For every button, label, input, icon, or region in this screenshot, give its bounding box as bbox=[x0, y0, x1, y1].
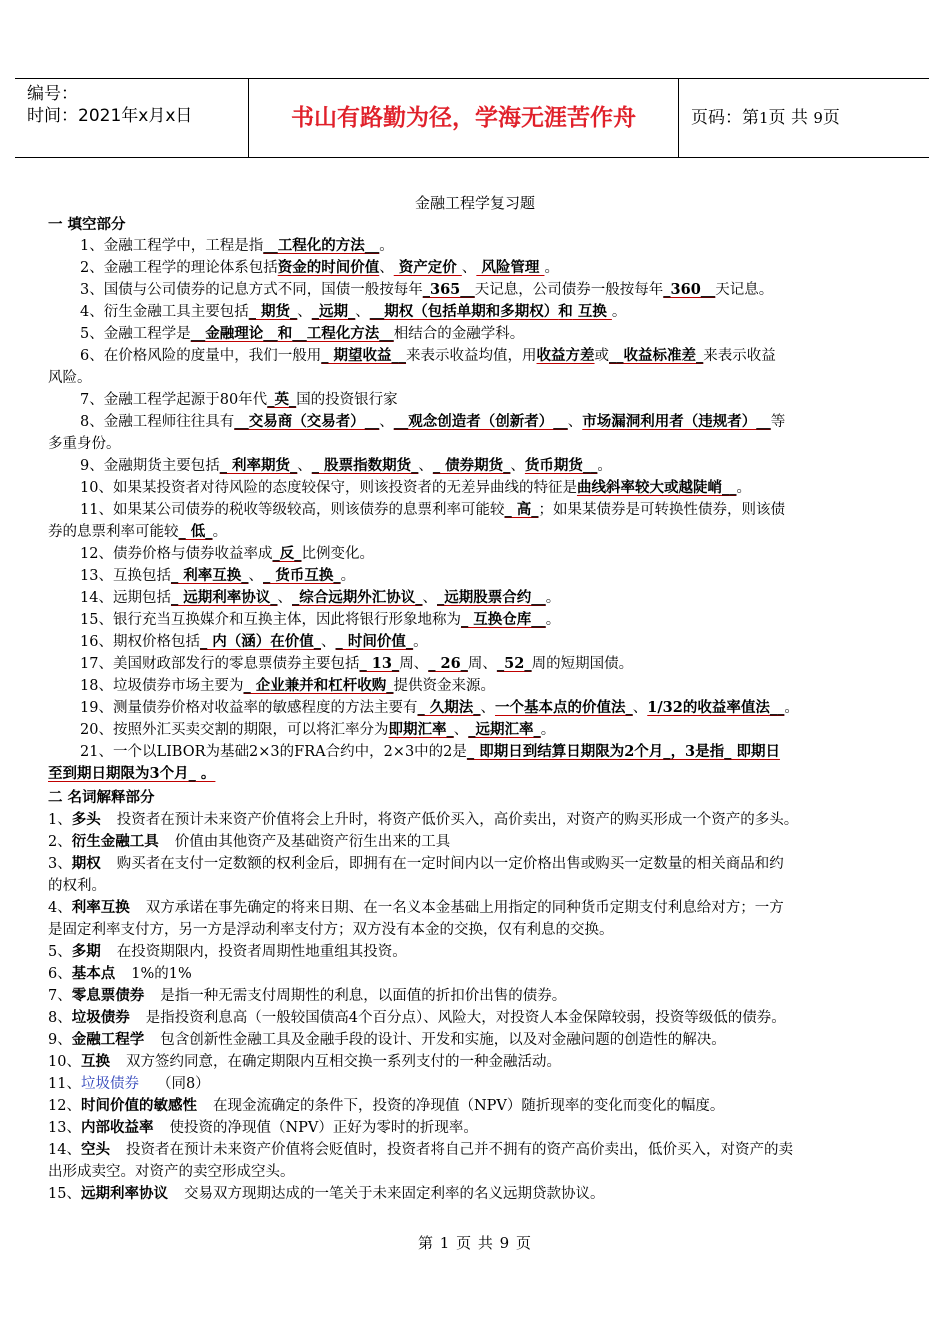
term-item bbox=[48, 1008, 903, 1028]
term-number: 6、 bbox=[48, 966, 72, 982]
page-prefix: 页码：第 bbox=[691, 108, 759, 128]
term-item bbox=[48, 986, 903, 1006]
term-item bbox=[48, 1096, 903, 1116]
term-number: 8、 bbox=[48, 1010, 72, 1026]
term-definition: 在投资期限内，投资者周期性地重组其投资。 bbox=[116, 944, 407, 960]
term-name: 垃圾债券 bbox=[71, 1010, 130, 1026]
term-number: 4、 bbox=[48, 900, 72, 916]
term-definition: 包含创新性金融工具及金融手段的设计、开发和实施，以及对金融问题的创造性的解决。 bbox=[160, 1032, 726, 1048]
term-name: 衍生金融工具 bbox=[71, 834, 159, 850]
term-name: 利率互换 bbox=[71, 900, 130, 916]
term-name: 空头 bbox=[80, 1142, 110, 1158]
question-3: 3、国债与公司债券的记息方式不同，国债一般按每年_365__天记息，公司债券一般按每年_360__天记息。 bbox=[80, 281, 774, 298]
question-7: 7、金融工程学起源于80年代_英_国的投资银行家 bbox=[80, 391, 398, 408]
term-definition: 投资者在预计未来资产价值将会上升时，将资产低价买入，高价卖出，对资产的购买形成一个资产的多头。 bbox=[116, 812, 799, 828]
question-8: 8、金融工程师往往具有__交易商（交易者）__、__观念创造者（创新者）__、市场漏洞利用者（违规者）__等 bbox=[80, 413, 786, 430]
term-name: 时间价值的敏感性 bbox=[80, 1098, 197, 1114]
doc-number-label: 编号： bbox=[27, 84, 78, 104]
term-definition: 购买者在支付一定数额的权利金后，即拥有在一定时间内以一定价格出售或购买一定数量的相关商品和约 bbox=[116, 856, 784, 872]
term-item bbox=[48, 1140, 903, 1160]
term-item bbox=[48, 1030, 903, 1050]
term-number: 2、 bbox=[48, 834, 72, 850]
question-14: 14、远期包括_ 远期利率协议_、_综合远期外汇协议_、_远期股票合约__。 bbox=[80, 589, 561, 606]
page-footer: 第 1 页 共 9 页 bbox=[418, 1234, 532, 1252]
question-8-cont: 多重身份。 bbox=[48, 436, 121, 452]
term-number: 3、 bbox=[48, 856, 72, 872]
question-17: 17、美国财政部发行的零息票债券主要包括_ 13_周、_ 26_周、_52_周的短期国债。 bbox=[80, 655, 634, 672]
question-1: 1、金融工程学中，工程是指__工程化的方法__。 bbox=[80, 237, 394, 254]
term-definition-cont: 出形成卖空。对资产的卖空形成空头。 bbox=[48, 1164, 295, 1180]
term-name: 多期 bbox=[71, 944, 101, 960]
term-definition: 是指一种无需支付周期性的利息，以面值的折扣价出售的债券。 bbox=[160, 988, 567, 1004]
term-item bbox=[48, 810, 903, 830]
term-name: 期权 bbox=[71, 856, 101, 872]
term-item bbox=[48, 1118, 903, 1138]
term-number: 7、 bbox=[48, 988, 72, 1004]
term-number: 12、 bbox=[48, 1098, 81, 1114]
question-12: 12、债券价格与债券收益率成_反_比例变化。 bbox=[80, 545, 374, 562]
page-header bbox=[15, 78, 929, 158]
question-5: 5、金融工程学是__金融理论__和__工程化方法__相结合的金融学科。 bbox=[80, 325, 525, 342]
term-item bbox=[48, 1052, 903, 1072]
page-total: 9 bbox=[813, 109, 823, 127]
question-19: 19、测量债券价格对收益率的敏感程度的方法主要有_ 久期法_、一个基本点的价值法_、1/32的收益率值法__。 bbox=[80, 699, 799, 716]
document-title: 金融工程学复习题 bbox=[414, 194, 535, 212]
header-meta bbox=[15, 79, 249, 157]
term-definition: 双方承诺在事先确定的将来日期、在一名义本金基础上用指定的同种货币定期支付利息给对方；一方 bbox=[145, 900, 784, 916]
section-heading-terms: 二 名词解释部分 bbox=[48, 790, 155, 806]
page-mid: 页 共 bbox=[768, 108, 808, 128]
term-name: 基本点 bbox=[71, 966, 116, 982]
term-number: 14、 bbox=[48, 1142, 81, 1158]
term-number: 15、 bbox=[48, 1186, 81, 1202]
term-number: 13、 bbox=[48, 1120, 81, 1136]
term-name: 多头 bbox=[71, 812, 101, 828]
question-10: 10、如果某投资者对待风险的态度较保守，则该投资者的无差异曲线的特征是曲线斜率较大或越陡峭__。 bbox=[80, 479, 751, 496]
question-18: 18、垃圾债券市场主要为_ 企业兼并和杠杆收购_提供资金来源。 bbox=[80, 677, 496, 694]
term-definition: 投资者在预计未来资产价值将会贬值时，投资者将自己并不拥有的资产高价卖出，低价买入，对资产的卖 bbox=[125, 1142, 793, 1158]
term-item bbox=[48, 832, 903, 852]
doc-date: 时间：2021年x月x日 bbox=[27, 106, 193, 126]
question-21-cont: 至到期日期限为3个月_ 。 bbox=[48, 765, 216, 782]
term-number: 10、 bbox=[48, 1054, 81, 1070]
term-definition: 在现金流确定的条件下，投资的净现值（NPV）随折现率的变化而变化的幅度。 bbox=[212, 1098, 725, 1114]
term-definition: 1%的1% bbox=[131, 966, 192, 982]
term-name: 互换 bbox=[80, 1054, 110, 1070]
term-definition-cont: 是固定利率支付方，另一方是浮动利率支付方；双方没有本金的交换，仅有利息的交换。 bbox=[48, 922, 614, 938]
question-13: 13、互换包括_ 利率互换_、_ 货币互换_。 bbox=[80, 567, 356, 584]
term-definition: （同8） bbox=[156, 1076, 210, 1092]
question-11-cont: 券的息票利率可能较_ 低_。 bbox=[48, 523, 228, 540]
section-heading-fill: 一 填空部分 bbox=[48, 217, 126, 233]
term-item bbox=[48, 1074, 903, 1094]
term-item bbox=[48, 898, 903, 918]
term-definition-cont: 的权利。 bbox=[48, 878, 106, 894]
term-item bbox=[48, 942, 903, 962]
term-number: 5、 bbox=[48, 944, 72, 960]
question-16: 16、期权价格包括_ 内（涵）在价值_、_ 时间价值_。 bbox=[80, 633, 428, 650]
term-name: 远期利率协议 bbox=[80, 1186, 168, 1202]
question-2: 2、金融工程学的理论体系包括资金的时间价值、 资产定价 、 风险管理 。 bbox=[80, 259, 559, 276]
term-link[interactable]: 垃圾债券 bbox=[80, 1076, 139, 1092]
term-name: 金融工程学 bbox=[71, 1032, 145, 1048]
term-number: 1、 bbox=[48, 812, 72, 828]
question-6: 6、在价格风险的度量中，我们一般用_ 期望收益__来表示收益均值，用收益方差或__收益标准差_来表示收益 bbox=[80, 347, 776, 364]
term-item bbox=[48, 964, 903, 984]
question-6-cont: 风险。 bbox=[48, 370, 92, 386]
question-20: 20、按照外汇买卖交割的期限，可以将汇率分为即期汇率_、_远期汇率_。 bbox=[80, 721, 556, 738]
term-number: 9、 bbox=[48, 1032, 72, 1048]
term-definition: 交易双方现期达成的一笔关于未来固定利率的名义远期贷款协议。 bbox=[183, 1186, 605, 1202]
term-definition: 双方签约同意，在确定期限内互相交换一系列支付的一种金融活动。 bbox=[125, 1054, 561, 1070]
question-21: 21、一个以LIBOR为基础2×3的FRA合约中，2×3中的2是_ 即期日到结算日期限为2个月_，3是指_ 即期日 bbox=[80, 743, 780, 760]
term-item bbox=[48, 854, 903, 874]
term-definition: 是指投资利息高（一般较国债高4个百分点）、风险大，对投资人本金保障较弱，投资等级低的债券。 bbox=[145, 1010, 786, 1026]
question-15: 15、银行充当互换媒介和互换主体，因此将银行形象地称为_ 互换仓库__。 bbox=[80, 611, 561, 628]
term-number: 11、 bbox=[48, 1076, 81, 1092]
header-page-info bbox=[679, 79, 929, 157]
header-motto: 书山有路勤为径，学海无涯苦作舟 bbox=[249, 79, 679, 157]
term-name: 内部收益率 bbox=[80, 1120, 154, 1136]
question-9: 9、金融期货主要包括_ 利率期货_、_ 股票指数期货_、_ 债券期货_、货币期货__。 bbox=[80, 457, 612, 474]
page-num: 1 bbox=[759, 109, 769, 127]
term-definition: 价值由其他资产及基础资产衍生出来的工具 bbox=[174, 834, 451, 850]
question-11: 11、如果某公司债券的税收等级较高，则该债券的息票利率可能较_ 高_；如果某债券是可转换性债券，则该债 bbox=[80, 501, 786, 518]
page-suffix: 页 bbox=[822, 108, 840, 128]
term-definition: 使投资的净现值（NPV）正好为零时的折现率。 bbox=[169, 1120, 478, 1136]
question-4: 4、衍生金融工具主要包括_ 期货_、_远期_、__期权（包括单期和多期权）和 互换 。 bbox=[80, 303, 627, 320]
term-item bbox=[48, 1184, 903, 1204]
term-name: 零息票债券 bbox=[71, 988, 145, 1004]
